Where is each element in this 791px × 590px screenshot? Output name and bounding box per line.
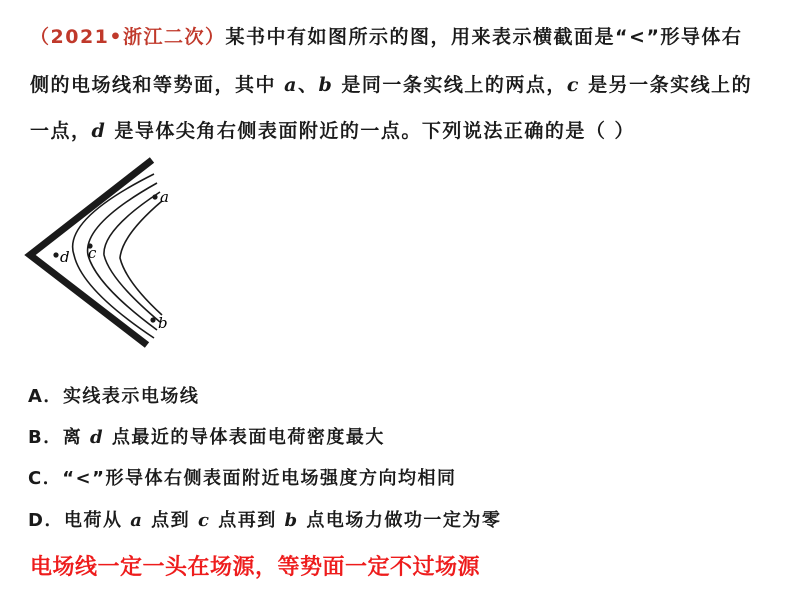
question-text-2a: 侧的电场线和等势面，其中 [30,74,285,96]
var-a: a [284,74,298,96]
label-d: d [60,248,70,266]
question-text-3b: 是导体尖角右侧表面附近的一点。下列说法正确的是（ ） [106,120,636,142]
point-d [53,252,58,257]
option-d-pre: 电荷从 [63,510,131,531]
label-a: a [160,188,169,206]
question-text-2b: 是同一条实线上的两点， [333,74,567,96]
option-b-prefix: B． [28,427,63,448]
label-b: b [158,314,168,332]
red-hint: 电场线一定一头在场源，等势面一定不过场源 [30,555,481,580]
option-d-var-b: b [284,510,299,531]
option-a-text: 实线表示电场线 [62,386,200,407]
question-line-1 [30,22,742,49]
option-c-prefix: C． [28,468,63,489]
option-b-pre: 离 [62,427,91,448]
question-text-3a: 一点， [30,120,92,142]
option-d-mid2: 点再到 [210,510,285,531]
var-b: b [318,74,334,96]
conductor-figure [22,150,182,350]
option-d-var-a: a [130,510,144,531]
option-d[interactable] [28,506,501,532]
option-b-post: 点最近的导体表面电荷密度最大 [104,427,385,448]
question-text-2c: 是另一条实线上的 [579,74,753,96]
var-c: c [566,74,580,96]
point-b [150,317,155,322]
solid-line-3 [104,192,160,322]
option-d-post: 点电场力做功一定为零 [298,510,502,531]
label-c: c [88,244,97,262]
option-b-var-d: d [90,427,105,448]
option-c-text: “<”形导体右侧表面附近电场强度方向均相同 [62,468,457,489]
separator: 、 [297,74,319,96]
point-a [152,194,157,199]
solid-line-1 [73,174,154,338]
option-a-prefix: A． [28,386,63,407]
question-text-1: 某书中有如图所示的图，用来表示横截面是“<”形导体右 [225,26,743,48]
option-d-prefix: D． [28,510,64,531]
question-line-2 [30,70,752,97]
option-c[interactable] [28,464,456,490]
question-source: （2021•浙江二次） [30,26,226,48]
option-d-var-c: c [197,510,211,531]
option-a[interactable] [28,382,199,408]
question-line-3 [30,116,635,143]
option-d-mid1: 点到 [143,510,198,531]
var-d: d [91,120,107,142]
option-b[interactable] [28,423,385,449]
